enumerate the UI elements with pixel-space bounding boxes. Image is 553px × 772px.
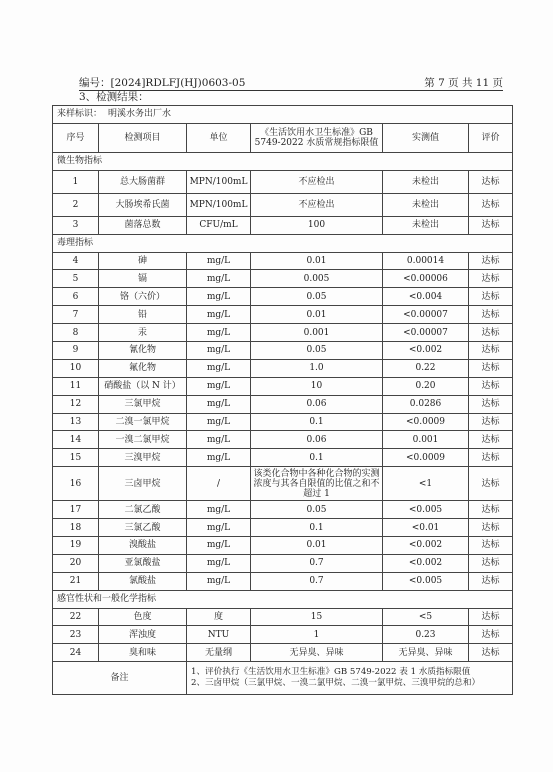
row-no: 11	[53, 377, 99, 395]
row-eval: 达标	[469, 519, 513, 537]
row-value: <0.004	[383, 288, 469, 306]
row-no: 23	[53, 626, 99, 644]
row-item: 铬（六价）	[99, 288, 187, 306]
row-item: 氯酸盐	[99, 572, 187, 590]
row-limit: 0.7	[251, 572, 383, 590]
col-header-eval: 评价	[469, 123, 513, 152]
table-row	[53, 377, 513, 395]
table-row	[53, 395, 513, 413]
row-limit: 0.05	[251, 342, 383, 360]
row-unit: mg/L	[187, 252, 251, 270]
row-eval: 达标	[469, 467, 513, 501]
row-value: <5	[383, 608, 469, 626]
row-eval: 达标	[469, 572, 513, 590]
row-item: 汞	[99, 324, 187, 342]
row-item: 二溴一氯甲烷	[99, 413, 187, 431]
category-row	[53, 590, 513, 608]
col-header-unit: 单位	[187, 123, 251, 152]
row-eval: 达标	[469, 359, 513, 377]
row-eval: 达标	[469, 501, 513, 519]
row-limit: 无异臭、异味	[251, 644, 383, 662]
row-no: 4	[53, 252, 99, 270]
table-row	[53, 644, 513, 662]
row-value: 0.00014	[383, 252, 469, 270]
row-limit: 不应检出	[251, 170, 383, 193]
row-item: 大肠埃希氏菌	[99, 193, 187, 216]
row-limit: 15	[251, 608, 383, 626]
table-row	[53, 359, 513, 377]
row-value: <0.0009	[383, 413, 469, 431]
row-eval: 达标	[469, 170, 513, 193]
table-row	[53, 519, 513, 537]
col-header-item: 检测项目	[99, 123, 187, 152]
row-limit: 0.1	[251, 449, 383, 467]
row-unit: CFU/mL	[187, 216, 251, 234]
row-eval: 达标	[469, 252, 513, 270]
row-eval: 达标	[469, 377, 513, 395]
row-unit: mg/L	[187, 288, 251, 306]
row-limit: 不应检出	[251, 193, 383, 216]
sample-label: 来样标识：	[57, 109, 103, 120]
row-item: 氰化物	[99, 342, 187, 360]
row-no: 16	[53, 467, 99, 501]
category-label: 微生物指标	[53, 152, 513, 170]
table-row	[53, 306, 513, 324]
row-value: 0.0286	[383, 395, 469, 413]
table-row	[53, 252, 513, 270]
row-unit: mg/L	[187, 537, 251, 555]
row-eval: 达标	[469, 270, 513, 288]
row-unit: mg/L	[187, 377, 251, 395]
table-header-row	[53, 123, 513, 152]
row-eval: 达标	[469, 644, 513, 662]
table-row	[53, 324, 513, 342]
table-row	[53, 467, 513, 501]
row-eval: 达标	[469, 324, 513, 342]
col-header-limit: 《生活饮用水卫生标准》GB 5749-2022 水质常规指标限值	[251, 123, 383, 152]
row-unit: mg/L	[187, 324, 251, 342]
table-row	[53, 270, 513, 288]
row-value: <0.002	[383, 342, 469, 360]
row-eval: 达标	[469, 537, 513, 555]
row-item: 亚氯酸盐	[99, 554, 187, 572]
table-row	[53, 216, 513, 234]
row-limit: 0.1	[251, 413, 383, 431]
row-value: <0.002	[383, 537, 469, 555]
row-unit: mg/L	[187, 431, 251, 449]
row-value: 0.001	[383, 431, 469, 449]
sample-row	[53, 106, 513, 124]
page-header	[79, 76, 503, 91]
row-value: <1	[383, 467, 469, 501]
remark-line-1: 1、评价执行《生活饮用水卫生标准》GB 5749-2022 表 1 水质指标限值	[191, 667, 471, 678]
row-item: 氟化物	[99, 359, 187, 377]
category-row	[53, 234, 513, 252]
row-limit: 0.05	[251, 501, 383, 519]
row-eval: 达标	[469, 554, 513, 572]
row-item: 总大肠菌群	[99, 170, 187, 193]
row-unit: mg/L	[187, 395, 251, 413]
row-limit: 0.05	[251, 288, 383, 306]
row-unit: /	[187, 467, 251, 501]
row-item: 一溴二氯甲烷	[99, 431, 187, 449]
row-unit: mg/L	[187, 554, 251, 572]
row-no: 18	[53, 519, 99, 537]
row-value: 未检出	[383, 170, 469, 193]
row-no: 24	[53, 644, 99, 662]
row-unit: 无量纲	[187, 644, 251, 662]
row-eval: 达标	[469, 431, 513, 449]
results-table	[52, 105, 513, 695]
table-row	[53, 501, 513, 519]
table-row	[53, 449, 513, 467]
row-item: 三卤甲烷	[99, 467, 187, 501]
row-item: 色度	[99, 608, 187, 626]
row-unit: NTU	[187, 626, 251, 644]
row-value: <0.00007	[383, 324, 469, 342]
row-no: 6	[53, 288, 99, 306]
table-row	[53, 572, 513, 590]
row-no: 8	[53, 324, 99, 342]
remarks-row	[53, 662, 513, 695]
row-unit: 度	[187, 608, 251, 626]
row-unit: mg/L	[187, 342, 251, 360]
row-no: 14	[53, 431, 99, 449]
row-limit: 10	[251, 377, 383, 395]
row-limit: 0.001	[251, 324, 383, 342]
row-unit: mg/L	[187, 501, 251, 519]
row-unit: mg/L	[187, 572, 251, 590]
category-label: 毒理指标	[53, 234, 513, 252]
row-no: 1	[53, 170, 99, 193]
row-value: 0.22	[383, 359, 469, 377]
col-header-value: 实测值	[383, 123, 469, 152]
row-value: <0.005	[383, 572, 469, 590]
row-limit: 0.06	[251, 395, 383, 413]
row-limit: 1.0	[251, 359, 383, 377]
table-row	[53, 193, 513, 216]
sample-value: 明溪水务出厂水	[108, 109, 172, 120]
table-row	[53, 608, 513, 626]
row-item: 浑浊度	[99, 626, 187, 644]
row-unit: mg/L	[187, 519, 251, 537]
row-eval: 达标	[469, 395, 513, 413]
table-row	[53, 431, 513, 449]
row-limit: 0.06	[251, 431, 383, 449]
row-no: 2	[53, 193, 99, 216]
section-title: 3、检测结果：	[79, 91, 149, 103]
row-eval: 达标	[469, 288, 513, 306]
row-no: 12	[53, 395, 99, 413]
table-row	[53, 626, 513, 644]
row-limit: 0.1	[251, 519, 383, 537]
row-value: <0.002	[383, 554, 469, 572]
table-row	[53, 342, 513, 360]
row-no: 9	[53, 342, 99, 360]
row-eval: 达标	[469, 193, 513, 216]
row-no: 10	[53, 359, 99, 377]
row-unit: MPN/100mL	[187, 170, 251, 193]
row-value: 未检出	[383, 216, 469, 234]
table-row	[53, 288, 513, 306]
row-limit: 0.01	[251, 537, 383, 555]
row-value: <0.00007	[383, 306, 469, 324]
row-limit: 0.005	[251, 270, 383, 288]
row-value: 0.20	[383, 377, 469, 395]
row-no: 21	[53, 572, 99, 590]
row-eval: 达标	[469, 449, 513, 467]
row-no: 5	[53, 270, 99, 288]
row-limit: 该类化合物中各种化合物的实测浓度与其各自限值的比值之和不超过 1	[251, 467, 383, 501]
row-value: 0.23	[383, 626, 469, 644]
row-no: 7	[53, 306, 99, 324]
row-eval: 达标	[469, 342, 513, 360]
row-limit: 0.7	[251, 554, 383, 572]
row-item: 三溴甲烷	[99, 449, 187, 467]
category-row	[53, 152, 513, 170]
row-limit: 1	[251, 626, 383, 644]
row-item: 溴酸盐	[99, 537, 187, 555]
row-eval: 达标	[469, 626, 513, 644]
row-no: 17	[53, 501, 99, 519]
table-row	[53, 170, 513, 193]
row-item: 镉	[99, 270, 187, 288]
row-item: 硝酸盐（以 N 计）	[99, 377, 187, 395]
row-value: <0.00006	[383, 270, 469, 288]
row-item: 二氯乙酸	[99, 501, 187, 519]
col-header-no: 序号	[53, 123, 99, 152]
remarks-label: 备注	[53, 662, 187, 695]
table-row	[53, 554, 513, 572]
row-limit: 100	[251, 216, 383, 234]
row-value: <0.0009	[383, 449, 469, 467]
row-no: 19	[53, 537, 99, 555]
row-eval: 达标	[469, 306, 513, 324]
row-no: 20	[53, 554, 99, 572]
table-row	[53, 537, 513, 555]
row-no: 13	[53, 413, 99, 431]
row-unit: MPN/100mL	[187, 193, 251, 216]
table-row	[53, 413, 513, 431]
row-unit: mg/L	[187, 306, 251, 324]
row-no: 3	[53, 216, 99, 234]
row-eval: 达标	[469, 608, 513, 626]
row-unit: mg/L	[187, 449, 251, 467]
row-no: 22	[53, 608, 99, 626]
row-eval: 达标	[469, 216, 513, 234]
row-item: 三氯甲烷	[99, 395, 187, 413]
category-label: 感官性状和一般化学指标	[53, 590, 513, 608]
row-item: 砷	[99, 252, 187, 270]
row-unit: mg/L	[187, 270, 251, 288]
row-unit: mg/L	[187, 413, 251, 431]
row-no: 15	[53, 449, 99, 467]
document-number: 编号：[2024]RDLFJ(HJ)0603-05	[79, 77, 246, 89]
row-item: 铅	[99, 306, 187, 324]
remarks-content	[187, 662, 513, 695]
row-value: 无异臭、异味	[383, 644, 469, 662]
row-limit: 0.01	[251, 306, 383, 324]
row-limit: 0.01	[251, 252, 383, 270]
row-value: <0.01	[383, 519, 469, 537]
row-unit: mg/L	[187, 359, 251, 377]
row-value: <0.005	[383, 501, 469, 519]
row-item: 菌落总数	[99, 216, 187, 234]
page-number: 第 7 页 共 11 页	[424, 77, 503, 89]
row-value: 未检出	[383, 193, 469, 216]
row-item: 三氯乙酸	[99, 519, 187, 537]
remark-line-2: 2、三卤甲烷（三氯甲烷、一溴二氯甲烷、二溴一氯甲烷、三溴甲烷的总和）	[191, 678, 481, 689]
row-item: 臭和味	[99, 644, 187, 662]
row-eval: 达标	[469, 413, 513, 431]
